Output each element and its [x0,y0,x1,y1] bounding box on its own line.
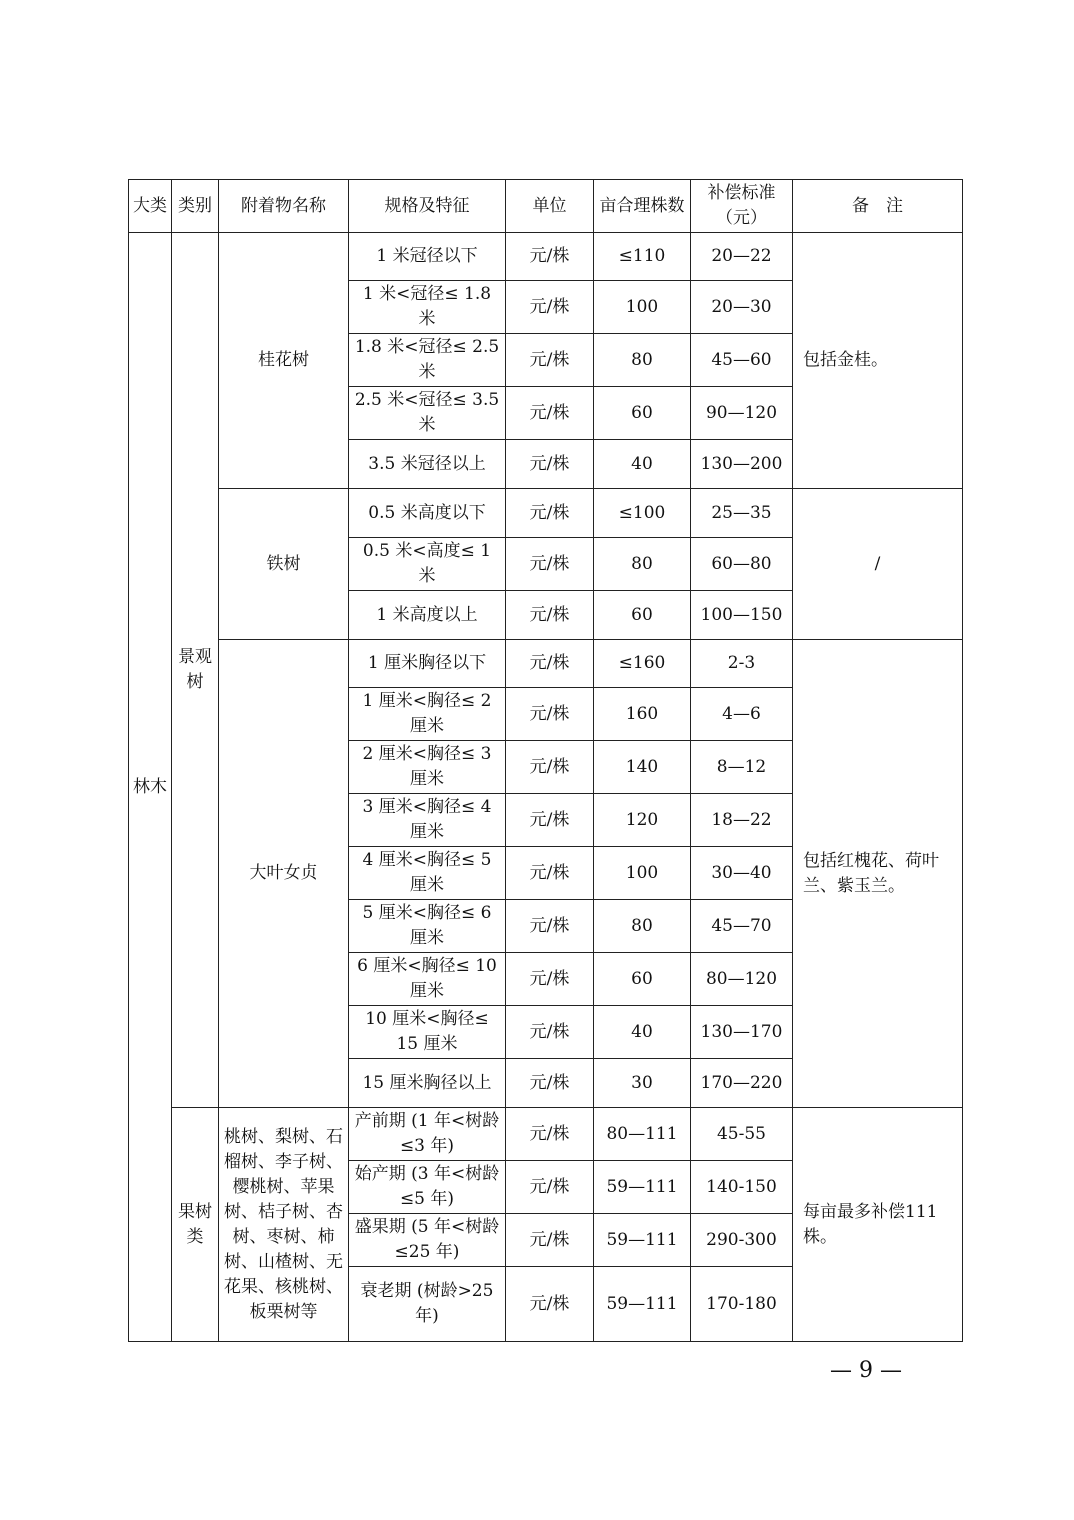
density-cell: 60 [594,387,691,440]
standard-cell: 290-300 [691,1214,793,1267]
header-row [129,180,963,233]
density-cell: ≤110 [594,233,691,281]
standard-cell: 130—200 [691,440,793,489]
standard-cell: 8—12 [691,741,793,794]
header-standard: 补偿标准（元） [691,180,793,233]
spec-cell: 0.5 米<高度≤ 1 米 [349,538,506,591]
standard-cell: 90—120 [691,387,793,440]
table-row [129,1108,963,1161]
cycad-name: 铁树 [219,489,349,640]
standard-cell: 2-3 [691,640,793,688]
unit-cell: 元/株 [506,1214,594,1267]
density-cell: 120 [594,794,691,847]
privet-remark: 包括红槐花、荷叶兰、紫玉兰。 [793,640,963,1108]
spec-cell: 3.5 米冠径以上 [349,440,506,489]
density-cell: ≤100 [594,489,691,538]
standard-cell: 25—35 [691,489,793,538]
header-category: 类别 [172,180,219,233]
table-row [129,640,963,688]
density-cell: 59—111 [594,1267,691,1342]
spec-cell: 产前期 (1 年<树龄≤3 年) [349,1108,506,1161]
unit-cell: 元/株 [506,847,594,900]
unit-cell: 元/株 [506,900,594,953]
density-cell: 100 [594,281,691,334]
table-row [129,489,963,538]
unit-cell: 元/株 [506,1006,594,1059]
standard-cell: 18—22 [691,794,793,847]
spec-cell: 15 厘米胸径以上 [349,1059,506,1108]
unit-cell: 元/株 [506,538,594,591]
category-landscape: 景观树 [172,233,219,1108]
spec-cell: 2.5 米<冠径≤ 3.5 米 [349,387,506,440]
spec-cell: 1 米<冠径≤ 1.8 米 [349,281,506,334]
unit-cell: 元/株 [506,1267,594,1342]
spec-cell: 始产期 (3 年<树龄≤5 年) [349,1161,506,1214]
page-number: — 9 — [830,1358,902,1383]
standard-cell: 170—220 [691,1059,793,1108]
spec-cell: 1 厘米胸径以下 [349,640,506,688]
density-cell: 80 [594,538,691,591]
header-unit: 单位 [506,180,594,233]
table-row [129,233,963,281]
standard-cell: 130—170 [691,1006,793,1059]
spec-cell: 3 厘米<胸径≤ 4 厘米 [349,794,506,847]
density-cell: 59—111 [594,1161,691,1214]
density-cell: 100 [594,847,691,900]
privet-name: 大叶女贞 [219,640,349,1108]
density-cell: 59—111 [594,1214,691,1267]
header-density: 亩合理株数 [594,180,691,233]
spec-cell: 5 厘米<胸径≤ 6 厘米 [349,900,506,953]
standard-cell: 30—40 [691,847,793,900]
spec-cell: 2 厘米<胸径≤ 3 厘米 [349,741,506,794]
unit-cell: 元/株 [506,640,594,688]
unit-cell: 元/株 [506,334,594,387]
standard-cell: 60—80 [691,538,793,591]
unit-cell: 元/株 [506,688,594,741]
major-cell: 林木 [129,233,172,1342]
standard-cell: 170-180 [691,1267,793,1342]
standard-cell: 45-55 [691,1108,793,1161]
osmanthus-remark: 包括金桂。 [793,233,963,489]
unit-cell: 元/株 [506,387,594,440]
density-cell: 80—111 [594,1108,691,1161]
spec-cell: 1 米高度以上 [349,591,506,640]
spec-cell: 0.5 米高度以下 [349,489,506,538]
spec-cell: 衰老期 (树龄>25 年) [349,1267,506,1342]
standard-cell: 20—30 [691,281,793,334]
spec-cell: 4 厘米<胸径≤ 5 厘米 [349,847,506,900]
density-cell: 160 [594,688,691,741]
density-cell: 80 [594,900,691,953]
category-fruit: 果树类 [172,1108,219,1342]
density-cell: 80 [594,334,691,387]
spec-cell: 1.8 米<冠径≤ 2.5 米 [349,334,506,387]
density-cell: 60 [594,953,691,1006]
header-spec: 规格及特征 [349,180,506,233]
density-cell: 140 [594,741,691,794]
unit-cell: 元/株 [506,741,594,794]
unit-cell: 元/株 [506,489,594,538]
unit-cell: 元/株 [506,1161,594,1214]
unit-cell: 元/株 [506,1108,594,1161]
osmanthus-name: 桂花树 [219,233,349,489]
density-cell: 40 [594,1006,691,1059]
spec-cell: 10 厘米<胸径≤ 15 厘米 [349,1006,506,1059]
unit-cell: 元/株 [506,440,594,489]
standard-cell: 20—22 [691,233,793,281]
standard-cell: 4—6 [691,688,793,741]
unit-cell: 元/株 [506,591,594,640]
standard-cell: 140-150 [691,1161,793,1214]
standard-cell: 45—70 [691,900,793,953]
spec-cell: 6 厘米<胸径≤ 10 厘米 [349,953,506,1006]
unit-cell: 元/株 [506,281,594,334]
standard-cell: 80—120 [691,953,793,1006]
unit-cell: 元/株 [506,794,594,847]
cycad-remark: / [793,489,963,640]
fruit-name: 桃树、梨树、石榴树、李子树、樱桃树、苹果树、桔子树、杏树、枣树、柿树、山楂树、无花果、核桃树、板栗树等 [219,1108,349,1342]
header-major: 大类 [129,180,172,233]
density-cell: ≤160 [594,640,691,688]
compensation-table [128,179,963,1342]
spec-cell: 1 米冠径以下 [349,233,506,281]
header-name: 附着物名称 [219,180,349,233]
density-cell: 30 [594,1059,691,1108]
spec-cell: 1 厘米<胸径≤ 2 厘米 [349,688,506,741]
unit-cell: 元/株 [506,953,594,1006]
density-cell: 60 [594,591,691,640]
header-remark: 备 注 [793,180,963,233]
density-cell: 40 [594,440,691,489]
fruit-remark: 每亩最多补偿111株。 [793,1108,963,1342]
unit-cell: 元/株 [506,233,594,281]
standard-cell: 100—150 [691,591,793,640]
standard-cell: 45—60 [691,334,793,387]
unit-cell: 元/株 [506,1059,594,1108]
spec-cell: 盛果期 (5 年<树龄≤25 年) [349,1214,506,1267]
